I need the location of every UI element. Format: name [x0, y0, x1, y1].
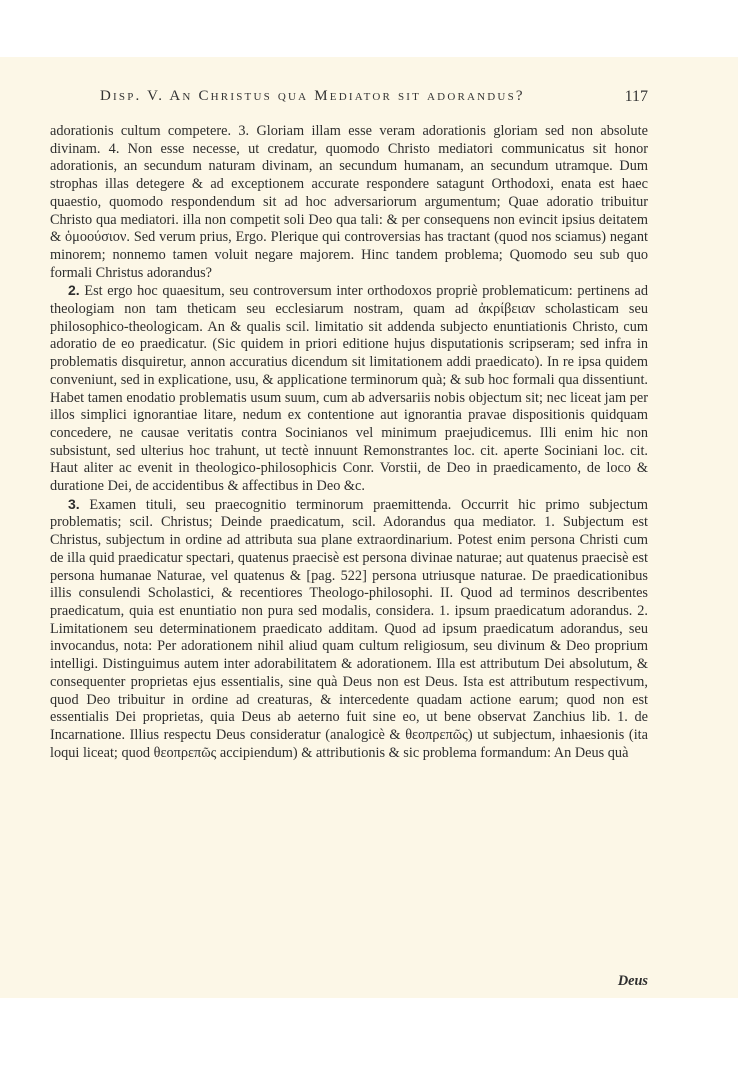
paragraph-1: [50, 123, 648, 282]
catchword: Deus: [617, 973, 648, 989]
paragraph-text: Examen tituli, seu praecognitio terminorum praemittenda. Occurrit hic primo subjectum problematis; scil. Christus; Deinde praedicatum, scil. Adorandus qua mediator. 1. Subjectum est Christus, subjectum in ordine ad attributa sua plane extraordinarium. Potest enim persona Christi cum de illa quid praedicatur spectari, quatenus praecisè est persona divinae naturae; aut quatenus praecisè est persona humanae Naturae, vel quatenus & [pag. 522] persona utriusque naturae. De praedicationibus illis consulendi Scholastici, & recentiores Theologo-philosophi. II. Quod ad terminos describentes praedicatum, quia est enuntiatio non pura sed modalis, considera. 1. ipsum praedicatum adorandus. 2. Limitationem seu determinationem praedicato additam. Quod ad ipsum praedicatum adorandus, seu invocandus, nota: Per adorationem nihil aliud quam cultum religiosum, seu divinum & Deo proprium intelligi. Distinguimus autem inter adorabilitatem & adorationem. Illa est attributum Dei absolutum, & consequenter proprietas ejus essentialis, sine quà Deus non est Deus. Ista est attributum respectivum, quod Deo tribuitur in ordine ad creaturas, & intercedente quadam actione earum; quod non est essentialis Dei proprietas, quia Deus ab aeterno fuit sine eo, ut bene observat Zanchius lib. 1. de Incarnatione. Illius respectu Deus consideratur (analogicè & θεοπρεπῶς) ut subjectum, inhaesionis (ita loqui liceat; quod θεοπρεπῶς accipiendum) & attributionis & sic problema formandum: An Deus quà: [50, 496, 648, 761]
page-number: 117: [624, 88, 648, 105]
body-text: [50, 123, 648, 762]
paragraph-text: adorationis cultum competere. 3. Gloriam illam esse veram adorationis gloriam sed non absolute divinam. 4. Non esse necesse, ut credatur, quomodo Christo mediatori communicatus sit honor adorationis, an secundum naturam divinam, an secundum humanam, an secundum utramque. Dum strophas illas detegere & ad exceptionem accurate respondere satagunt Orthodoxi, enata est haec quaestio, quomodo respondendum sit ad hoc adversariorum argumentum; Quae adoratio tribuitur Christo qua mediatori. illa non competit soli Deo qua tali: & per consequens non evincit ipsius deitatem & ὁμοούσιον. Sed verum prius, Ergo. Plerique qui controversias has tractant (quod nos sciamus) negant minorem; nonnemo tamen voluit negare majorem. Hinc tandem problema; Quomodo seu sub quo formali Christus adorandus?: [50, 123, 648, 281]
paragraph-3: [50, 496, 648, 763]
book-page: [0, 57, 738, 998]
running-title: Disp. V. An Christus qua Mediator sit adorandus?: [100, 88, 525, 104]
paragraph-number: 3.: [68, 495, 80, 512]
paragraph-2: [50, 282, 648, 495]
paragraph-text: Est ergo hoc quaesitum, seu controversum inter orthodoxos propriè problematicum: pertinens ad theologiam non tam theticam seu ecclesiarum nostram, quam ad ἀκρίβειαν scholasticam seu philosophico-theologicam. An & qualis scil. limitatio sit addenda subjecto enuntiationis Christo, cum adoratio de eo praedicatur. (Sic quidem in priori editione hujus disputationis scripseram; sed infra in problematis disquiretur, annon accuratius dicendum sit limitationem addi praedicato). In re ipsa quidem conveniunt, sed in explicatione, usu, & applicatione terminorum quà; & sub hoc formali qua dissentiunt. Habet tamen enodatio problematis usum suum, cum ab adversariis nobis objectum sit; nec liceat jam per illos simplici ignorantiae litare, nedum ex contentione aut ignorantia pravae dispositionis quidquam concedere, ne causae veritatis contra Socinianos vel minimum praejudicemus. Illi enim hic non subsistunt, sed ulterius hoc trahunt, ut tectè innuunt Remonstrantes loc. cit. aperte Sociniani loc. cit. Haut aliter ac evenit in theologico-philosophicis Conr. Vorstii, de Deo in praedicamento, de loco & duratione Dei, de accidentibus & affectibus in Deo &c.: [50, 283, 648, 495]
paragraph-number: 2.: [68, 282, 80, 299]
